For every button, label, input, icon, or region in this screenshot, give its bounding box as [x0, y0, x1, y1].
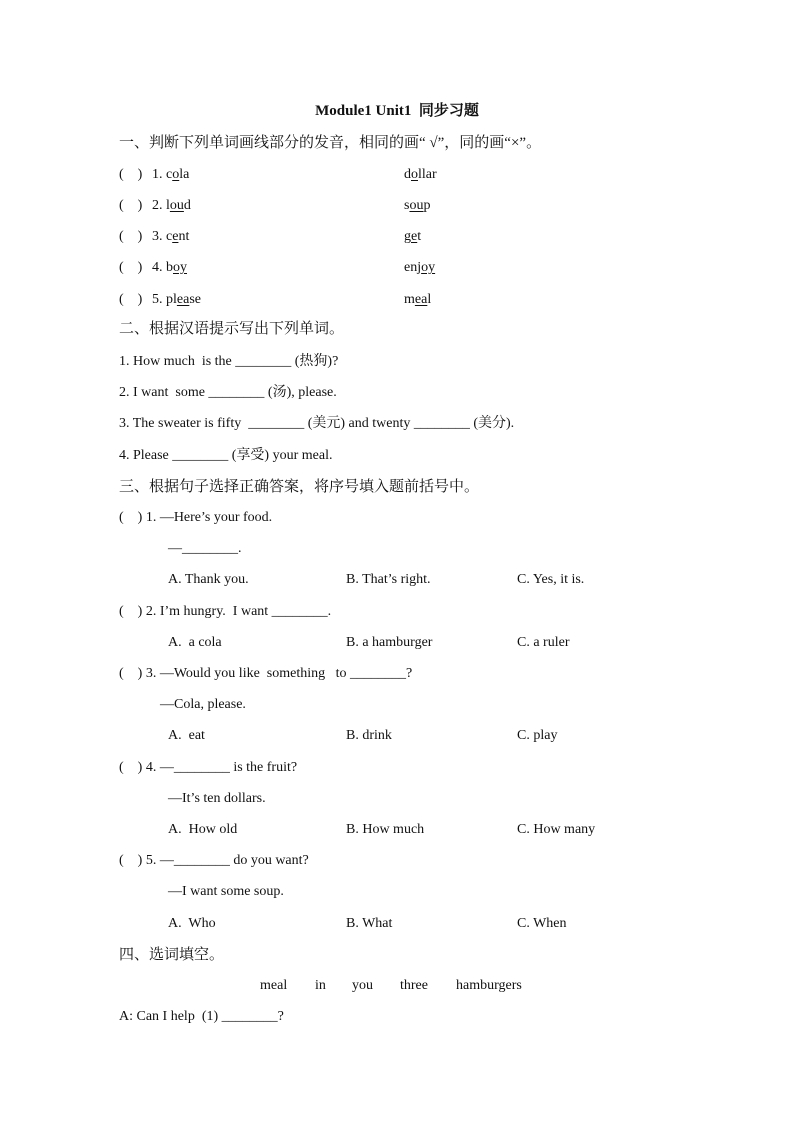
dialogue-line-1: A: Can I help (1) ________?: [119, 1009, 284, 1024]
judge-item-paren: ( ): [119, 167, 143, 182]
underlined-sound: e: [172, 229, 179, 244]
question-1-option-b: B. That’s right.: [346, 572, 431, 587]
question-3-option-a: A. eat: [168, 728, 205, 743]
underlined-sound: ou: [169, 198, 184, 213]
judge-item-paren: ( ): [119, 198, 143, 213]
question-3-option-c: C. play: [517, 728, 558, 743]
question-3-stem: ( ) 3. —Would you like something to ________?: [119, 666, 413, 681]
underlined-sound: ea: [176, 292, 190, 307]
item-number: 4.: [152, 260, 163, 275]
question-1-option-c: C. Yes, it is.: [517, 572, 585, 587]
question-3-option-b: B. drink: [346, 728, 392, 743]
page-title: Module1 Unit1 同步习题: [315, 103, 479, 119]
question-1-stem: ( ) 1. —Here’s your food.: [119, 510, 273, 525]
question-5-option-c: C. When: [517, 916, 567, 931]
judge-item-word-b: get: [404, 229, 422, 244]
judge-item-word-a: 4. boy: [152, 260, 187, 275]
judge-item-word-b: meal: [404, 292, 432, 307]
question-2-stem: ( ) 2. I’m hungry. I want ________.: [119, 604, 332, 619]
word-bank-item: meal: [260, 978, 288, 993]
item-number: 1.: [152, 167, 163, 182]
underlined-sound: e: [411, 229, 418, 244]
underlined-sound: ou: [409, 198, 424, 213]
judge-item-paren: ( ): [119, 229, 143, 244]
word-bank-item: three: [400, 978, 428, 993]
fill-line-1: 1. How much is the ________ (热狗)?: [119, 354, 339, 369]
question-5-reply: —I want some soup.: [168, 884, 284, 899]
judge-item-word-b: soup: [404, 198, 431, 213]
judge-item-word-a: 2. loud: [152, 198, 191, 213]
word-bank-item: hamburgers: [456, 978, 522, 993]
question-4-option-c: C. How many: [517, 822, 596, 837]
fill-line-3: 3. The sweater is fifty ________ (美元) and twenty ________ (美分).: [119, 416, 515, 431]
section-2-heading: 二、根据汉语提示写出下列单词。: [119, 321, 345, 337]
question-2-option-a: A. a cola: [168, 635, 222, 650]
fill-line-4: 4. Please ________ (享受) your meal.: [119, 448, 333, 463]
underlined-sound: oy: [421, 260, 436, 275]
item-number: 5.: [152, 292, 163, 307]
judge-item-word-a: 3. cent: [152, 229, 190, 244]
underlined-sound: o: [172, 167, 180, 182]
question-1-option-a: A. Thank you.: [168, 572, 249, 587]
underlined-sound: ea: [414, 292, 428, 307]
underlined-sound: oy: [173, 260, 187, 275]
question-4-option-a: A. How old: [168, 822, 238, 837]
question-5-option-b: B. What: [346, 916, 393, 931]
question-1-reply: —________.: [168, 541, 242, 556]
judge-item-word-a: 1. cola: [152, 167, 190, 182]
question-5-stem: ( ) 5. —________ do you want?: [119, 853, 309, 868]
question-2-option-c: C. a ruler: [517, 635, 570, 650]
judge-item-word-b: enjoy: [404, 260, 436, 275]
question-3-reply: —Cola, please.: [160, 697, 246, 712]
question-2-option-b: B. a hamburger: [346, 635, 433, 650]
fill-line-2: 2. I want some ________ (汤), please.: [119, 385, 337, 400]
question-4-option-b: B. How much: [346, 822, 425, 837]
question-4-stem: ( ) 4. —________ is the fruit?: [119, 760, 298, 775]
judge-item-paren: ( ): [119, 292, 143, 307]
item-number: 3.: [152, 229, 163, 244]
judge-item-word-b: dollar: [404, 167, 437, 182]
section-3-heading: 三、根据句子选择正确答案，将序号填入题前括号中。: [119, 479, 480, 495]
item-number: 2.: [152, 198, 163, 213]
word-bank-item: you: [352, 978, 373, 993]
question-5-option-a: A. Who: [168, 916, 216, 931]
section-1-heading: 一、判断下列单词画线部分的发音，相同的画“ √”，同的画“×”。: [119, 135, 542, 151]
judge-item-paren: ( ): [119, 260, 143, 275]
word-bank-item: in: [315, 978, 326, 993]
underlined-sound: o: [411, 167, 418, 182]
section-4-heading: 四、选词填空。: [119, 947, 225, 963]
question-4-reply: —It’s ten dollars.: [168, 791, 266, 806]
judge-item-word-a: 5. please: [152, 292, 201, 307]
